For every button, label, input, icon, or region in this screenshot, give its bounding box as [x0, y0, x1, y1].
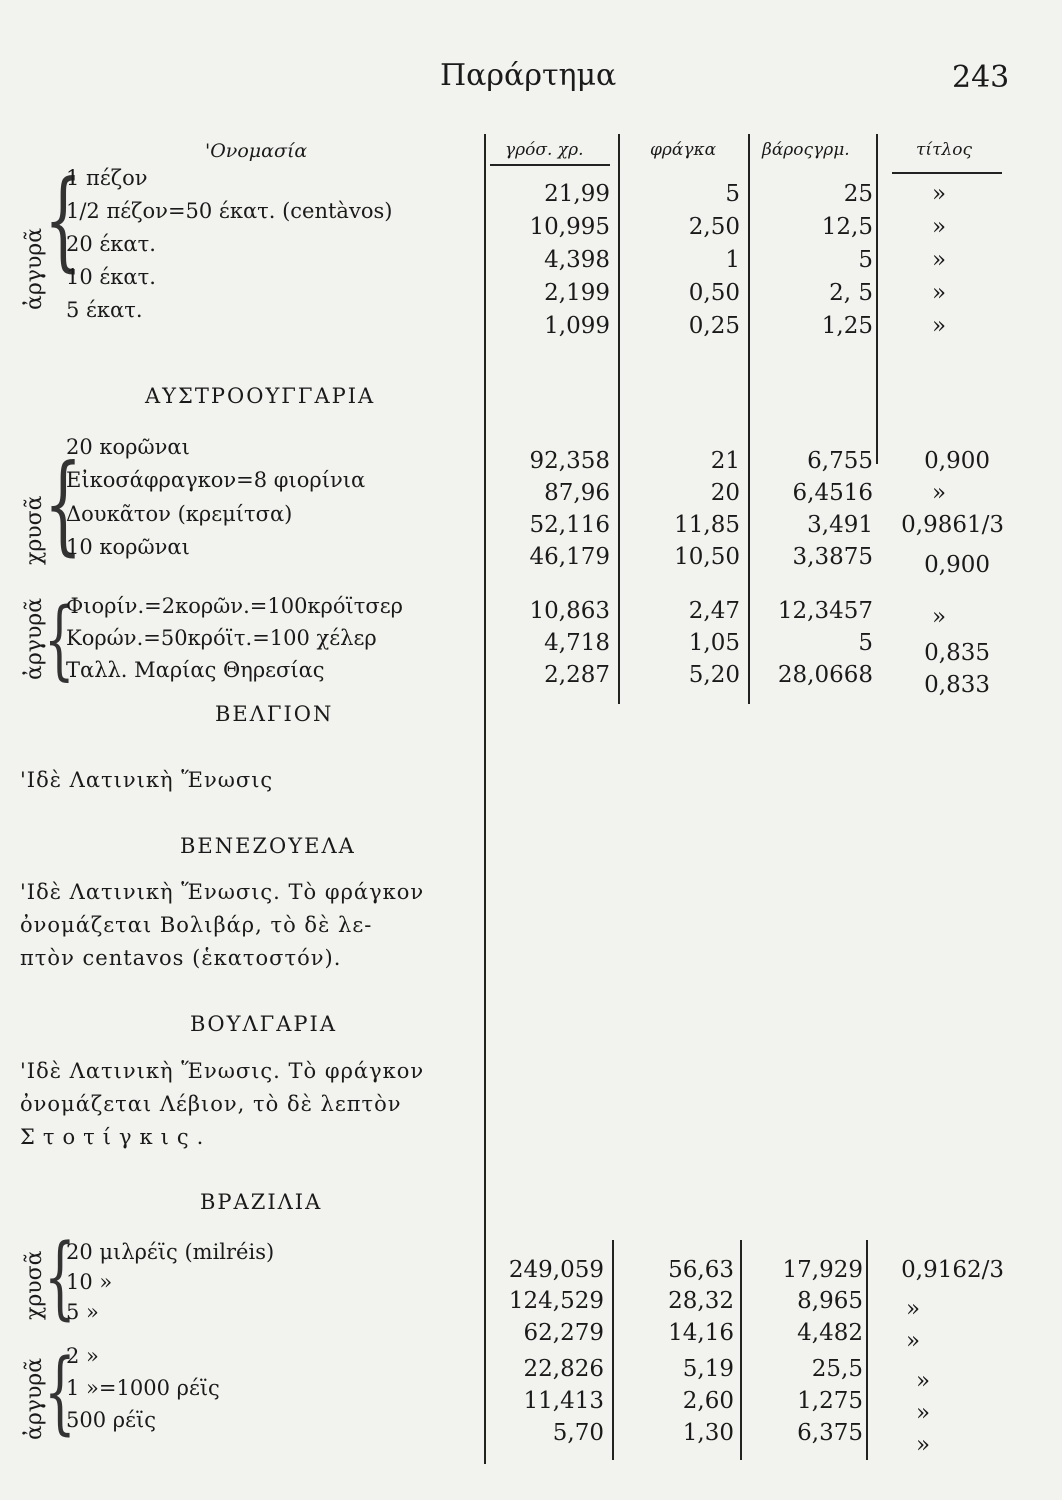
austria-gold-weight: 6,4516	[792, 480, 873, 506]
brazil-silver-weight: 6,375	[797, 1420, 863, 1446]
brazil-silver-title: »	[916, 1368, 931, 1394]
austria-silver-grosia: 10,863	[529, 598, 610, 624]
austria-silver-francs: 2,47	[688, 598, 740, 624]
austria-silver-weight: 12,3457	[777, 598, 873, 624]
brazil-gold-francs: 14,16	[668, 1320, 734, 1346]
austria-gold-grosia: 52,116	[529, 512, 610, 538]
argentina-row-name: 10 έκατ.	[66, 265, 156, 289]
argentina-row-title: »	[932, 214, 947, 240]
brazil-silver-title: »	[916, 1432, 931, 1458]
brazil-gold-grosia: 62,279	[523, 1320, 604, 1346]
argentina-row-title: »	[932, 313, 947, 339]
austria-gold-name: Δουκᾶτον (κρεμίτσα)	[66, 502, 293, 526]
page-title: Παράρτημα	[440, 58, 617, 93]
column-rule	[618, 134, 620, 704]
column-header-grosia: γρόσ. χρ.	[505, 140, 584, 160]
section-title-venezuela: ΒΕΝΕΖΟΥΕΛΑ	[180, 834, 356, 858]
brazil-gold-title: »	[906, 1296, 921, 1322]
brazil-silver-label: ἀργυρᾶ	[22, 1357, 47, 1440]
argentina-row-name: 1 πέζον	[66, 166, 148, 190]
argentina-row-name: 1/2 πέζον=50 έκατ. (centàvos)	[66, 199, 393, 223]
page-number: 243	[952, 60, 1010, 95]
brazil-silver-francs: 2,60	[682, 1388, 734, 1414]
austria-gold-grosia: 46,179	[529, 544, 610, 570]
argentina-row-francs: 2,50	[688, 214, 740, 240]
header-rule	[490, 164, 610, 166]
brace: {	[44, 442, 83, 568]
argentina-row-francs: 0,25	[688, 313, 740, 339]
column-rule	[876, 134, 878, 464]
brazil-silver-title: »	[916, 1400, 931, 1426]
column-rule	[612, 1240, 614, 1460]
austria-silver-name: Κορών.=50κρόϊτ.=100 χέλερ	[66, 626, 377, 650]
austria-silver-name: Ταλλ. Μαρίας Θηρεσίας	[66, 658, 325, 682]
argentina-row-weight: 12,5	[821, 214, 873, 240]
argentina-row-francs: 1	[725, 247, 740, 273]
austria-silver-title: 0,835	[924, 640, 990, 666]
brazil-gold-francs: 56,63	[668, 1257, 734, 1283]
bulgaria-line: Στοτίγκις.	[20, 1125, 212, 1149]
argentina-row-name: 20 έκατ.	[66, 232, 156, 256]
column-header-weight: βάροςγρμ.	[762, 140, 850, 160]
brazil-gold-francs: 28,32	[668, 1288, 734, 1314]
brazil-gold-weight: 4,482	[797, 1320, 863, 1346]
bulgaria-line: ὀνομάζεται Λέβιον, τὸ δὲ λεπτὸν	[20, 1092, 402, 1116]
column-header-title: τίτλος	[916, 140, 973, 160]
brazil-silver-francs: 5,19	[682, 1356, 734, 1382]
austria-gold-name: 20 κορῶναι	[66, 435, 190, 459]
austria-gold-name: 10 κορῶναι	[66, 535, 190, 559]
section-title-belgium: ΒΕΛΓΙΟΝ	[215, 702, 334, 726]
brazil-gold-grosia: 124,529	[508, 1288, 604, 1314]
austria-silver-grosia: 4,718	[544, 630, 610, 656]
brace: {	[44, 158, 83, 284]
austria-gold-name: Εἰκοσάφραγκον=8 φιορίνια	[66, 468, 366, 492]
argentina-row-title: »	[932, 247, 947, 273]
brazil-silver-weight: 25,5	[811, 1356, 863, 1382]
austria-silver-name: Φιορίν.=2κορῶν.=100κρόϊτσερ	[66, 594, 403, 618]
section-title-bulgaria: ΒΟΥΛΓΑΡΙΑ	[190, 1012, 338, 1036]
argentina-row-weight: 25	[843, 181, 873, 207]
argentina-row-francs: 5	[725, 181, 740, 207]
austria-gold-francs: 20	[710, 480, 740, 506]
argentina-row-weight: 1,25	[821, 313, 873, 339]
austria-silver-grosia: 2,287	[544, 662, 610, 688]
austria-gold-weight: 6,755	[807, 448, 873, 474]
brazil-silver-francs: 1,30	[682, 1420, 734, 1446]
austria-silver-weight: 5	[858, 630, 873, 656]
argentina-row-name: 5 έκατ.	[66, 298, 143, 322]
brazil-silver-grosia: 22,826	[523, 1356, 604, 1382]
brazil-gold-grosia: 249,059	[508, 1257, 604, 1283]
austria-gold-label: χρυσᾶ	[22, 495, 47, 565]
austria-gold-francs: 10,50	[674, 544, 740, 570]
brazil-silver-name: 500 ρέϊς	[66, 1408, 156, 1432]
brazil-silver-name: 1 »=1000 ρέϊς	[66, 1376, 220, 1400]
austria-silver-francs: 5,20	[688, 662, 740, 688]
argentina-row-grosia: 2,199	[544, 280, 610, 306]
brazil-silver-grosia: 11,413	[523, 1388, 604, 1414]
brazil-silver-grosia: 5,70	[552, 1420, 604, 1446]
belgium-text: 'Ιδὲ Λατινικὴ Ἕνωσις	[20, 768, 274, 792]
column-rule	[484, 134, 486, 1464]
austria-silver-weight: 28,0668	[777, 662, 873, 688]
venezuela-line: 'Ιδὲ Λατινικὴ Ἕνωσις. Τὸ φράγκον	[20, 880, 425, 904]
austria-silver-label: ἀργυρᾶ	[22, 597, 47, 680]
argentina-row-grosia: 4,398	[544, 247, 610, 273]
argentina-row-weight: 2, 5	[829, 280, 873, 306]
brace: {	[44, 1340, 76, 1445]
austria-gold-title: 0,900	[924, 552, 990, 578]
brazil-silver-weight: 1,275	[797, 1388, 863, 1414]
brazil-gold-weight: 8,965	[797, 1288, 863, 1314]
header-rule	[892, 172, 1002, 174]
argentina-row-grosia: 1,099	[544, 313, 610, 339]
brazil-gold-title: »	[906, 1328, 921, 1354]
argentina-row-title: »	[932, 181, 947, 207]
brazil-gold-title: 0,9162/3	[901, 1257, 1004, 1283]
venezuela-line: πτὸν centavos (ἑκατοστόν).	[20, 946, 342, 970]
argentina-silver-label: ἀργυρᾶ	[22, 227, 47, 310]
column-rule	[866, 1240, 868, 1460]
column-header-name: 'Ονομασία	[205, 140, 308, 162]
argentina-row-grosia: 10,995	[529, 214, 610, 240]
austria-silver-title: 0,833	[924, 672, 990, 698]
brazil-gold-name: 5 »	[66, 1300, 99, 1324]
argentina-row-francs: 0,50	[688, 280, 740, 306]
austria-gold-weight: 3,491	[807, 512, 873, 538]
austria-silver-francs: 1,05	[688, 630, 740, 656]
austria-gold-title: 0,900	[924, 448, 990, 474]
brazil-silver-name: 2 »	[66, 1344, 99, 1368]
argentina-row-weight: 5	[858, 247, 873, 273]
venezuela-line: ὀνομάζεται Βολιβάρ, τὸ δὲ λε-	[20, 913, 373, 937]
section-title-brazil: ΒΡΑΖΙΛΙΑ	[200, 1190, 323, 1214]
austria-gold-weight: 3,3875	[792, 544, 873, 570]
austria-gold-grosia: 92,358	[529, 448, 610, 474]
brace: {	[44, 590, 75, 691]
austria-gold-francs: 11,85	[674, 512, 740, 538]
austria-gold-title: »	[932, 480, 947, 506]
austria-silver-title: »	[932, 604, 947, 630]
brace: {	[44, 1225, 76, 1330]
bulgaria-line: 'Ιδὲ Λατινικὴ Ἕνωσις. Τὸ φράγκον	[20, 1059, 425, 1083]
brazil-gold-weight: 17,929	[782, 1257, 863, 1283]
austria-gold-grosia: 87,96	[544, 480, 610, 506]
brazil-gold-label: χρυσᾶ	[22, 1250, 47, 1320]
section-title-austria: ΑΥΣΤΡΟΟΥΓΓΑΡΙΑ	[145, 384, 376, 408]
austria-gold-title: 0,9861/3	[901, 512, 1004, 538]
brazil-gold-name: 10 »	[66, 1270, 113, 1294]
austria-gold-francs: 21	[710, 448, 740, 474]
argentina-row-title: »	[932, 280, 947, 306]
column-header-francs: φράγκα	[650, 140, 717, 160]
brazil-gold-name: 20 μιλρέϊς (milréis)	[66, 1240, 275, 1264]
argentina-row-grosia: 21,99	[544, 181, 610, 207]
